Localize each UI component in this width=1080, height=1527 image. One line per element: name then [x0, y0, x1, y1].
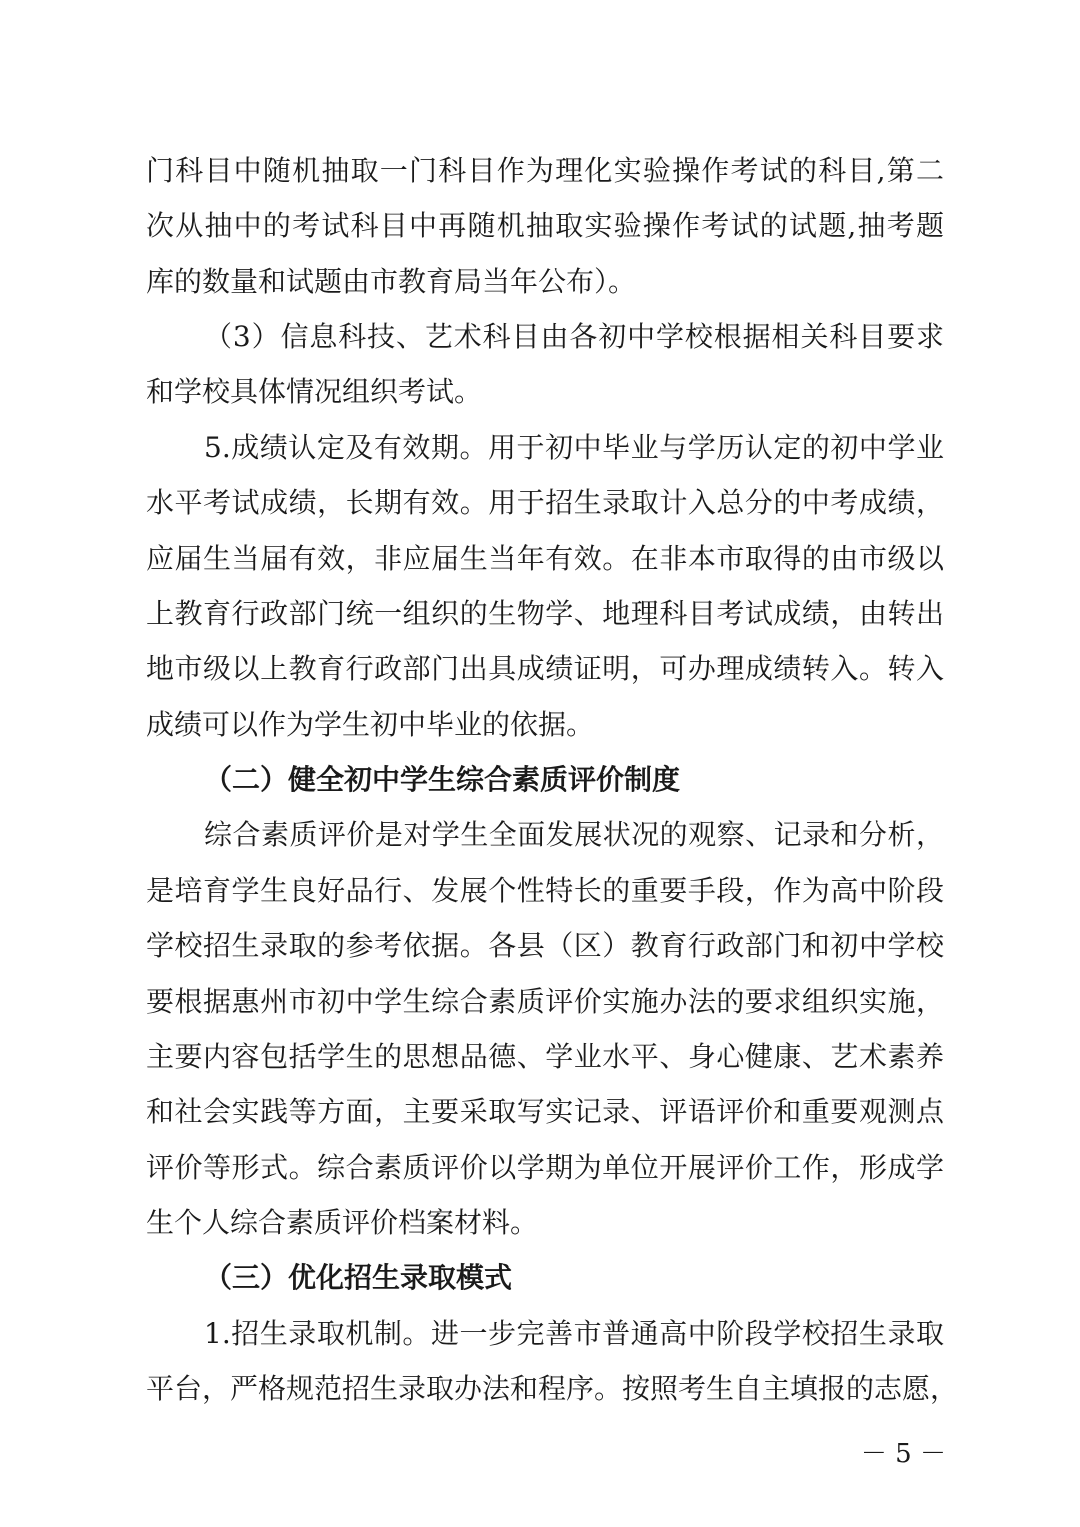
body-text-line: 综合素质评价是对学生全面发展状况的观察、记录和分析， [204, 818, 944, 851]
body-text-line: 主要内容包括学生的思想品德、学业水平、身心健康、艺术素养 [146, 1040, 944, 1073]
body-text-line: 学校招生录取的参考依据。各县（区）教育行政部门和初中学校 [146, 929, 944, 962]
body-text-line: 和社会实践等方面，主要采取写实记录、评语评价和重要观测点 [146, 1095, 944, 1128]
body-text-line: 是培育学生良好品行、发展个性特长的重要手段，作为高中阶段 [146, 874, 944, 907]
body-text-line: 成绩可以作为学生初中毕业的依据。 [146, 708, 595, 741]
body-text-line: 次从抽中的考试科目中再随机抽取实验操作考试的试题,抽考题 [146, 209, 944, 242]
body-text-line: 和学校具体情况组织考试。 [146, 375, 483, 408]
body-text-line: （3）信息科技、艺术科目由各初中学校根据相关科目要求 [204, 320, 944, 353]
body-text-line: 评价等形式。综合素质评价以学期为单位开展评价工作，形成学 [146, 1151, 944, 1184]
body-text-line: 上教育行政部门统一组织的生物学、地理科目考试成绩，由转出 [146, 597, 944, 630]
body-text-line: 5.成绩认定及有效期。用于初中毕业与学历认定的初中学业 [204, 431, 944, 464]
body-text-line: 生个人综合素质评价档案材料。 [146, 1206, 539, 1239]
body-text-line: 库的数量和试题由市教育局当年公布）。 [146, 265, 637, 298]
body-text-line: 门科目中随机抽取一门科目作为理化实验操作考试的科目,第二 [146, 154, 944, 187]
body-text-line: 要根据惠州市初中学生综合素质评价实施办法的要求组织实施， [146, 985, 944, 1018]
body-text-line: 平台，严格规范招生录取办法和程序。按照考生自主填报的志愿， [146, 1372, 959, 1405]
section-heading: （三）优化招生录取模式 [204, 1261, 513, 1294]
body-text-line: 地市级以上教育行政部门出具成绩证明，可办理成绩转入。转入 [146, 652, 944, 685]
body-text-line: 应届生当届有效，非应届生当年有效。在非本市取得的由市级以 [146, 542, 944, 575]
body-text-line: 水平考试成绩，长期有效。用于招生录取计入总分的中考成绩， [146, 486, 944, 519]
section-heading: （二）健全初中学生综合素质评价制度 [204, 763, 681, 796]
body-text-line: 1.招生录取机制。进一步完善市普通高中阶段学校招生录取 [204, 1317, 944, 1350]
page-number: － 5 － [860, 1439, 946, 1469]
